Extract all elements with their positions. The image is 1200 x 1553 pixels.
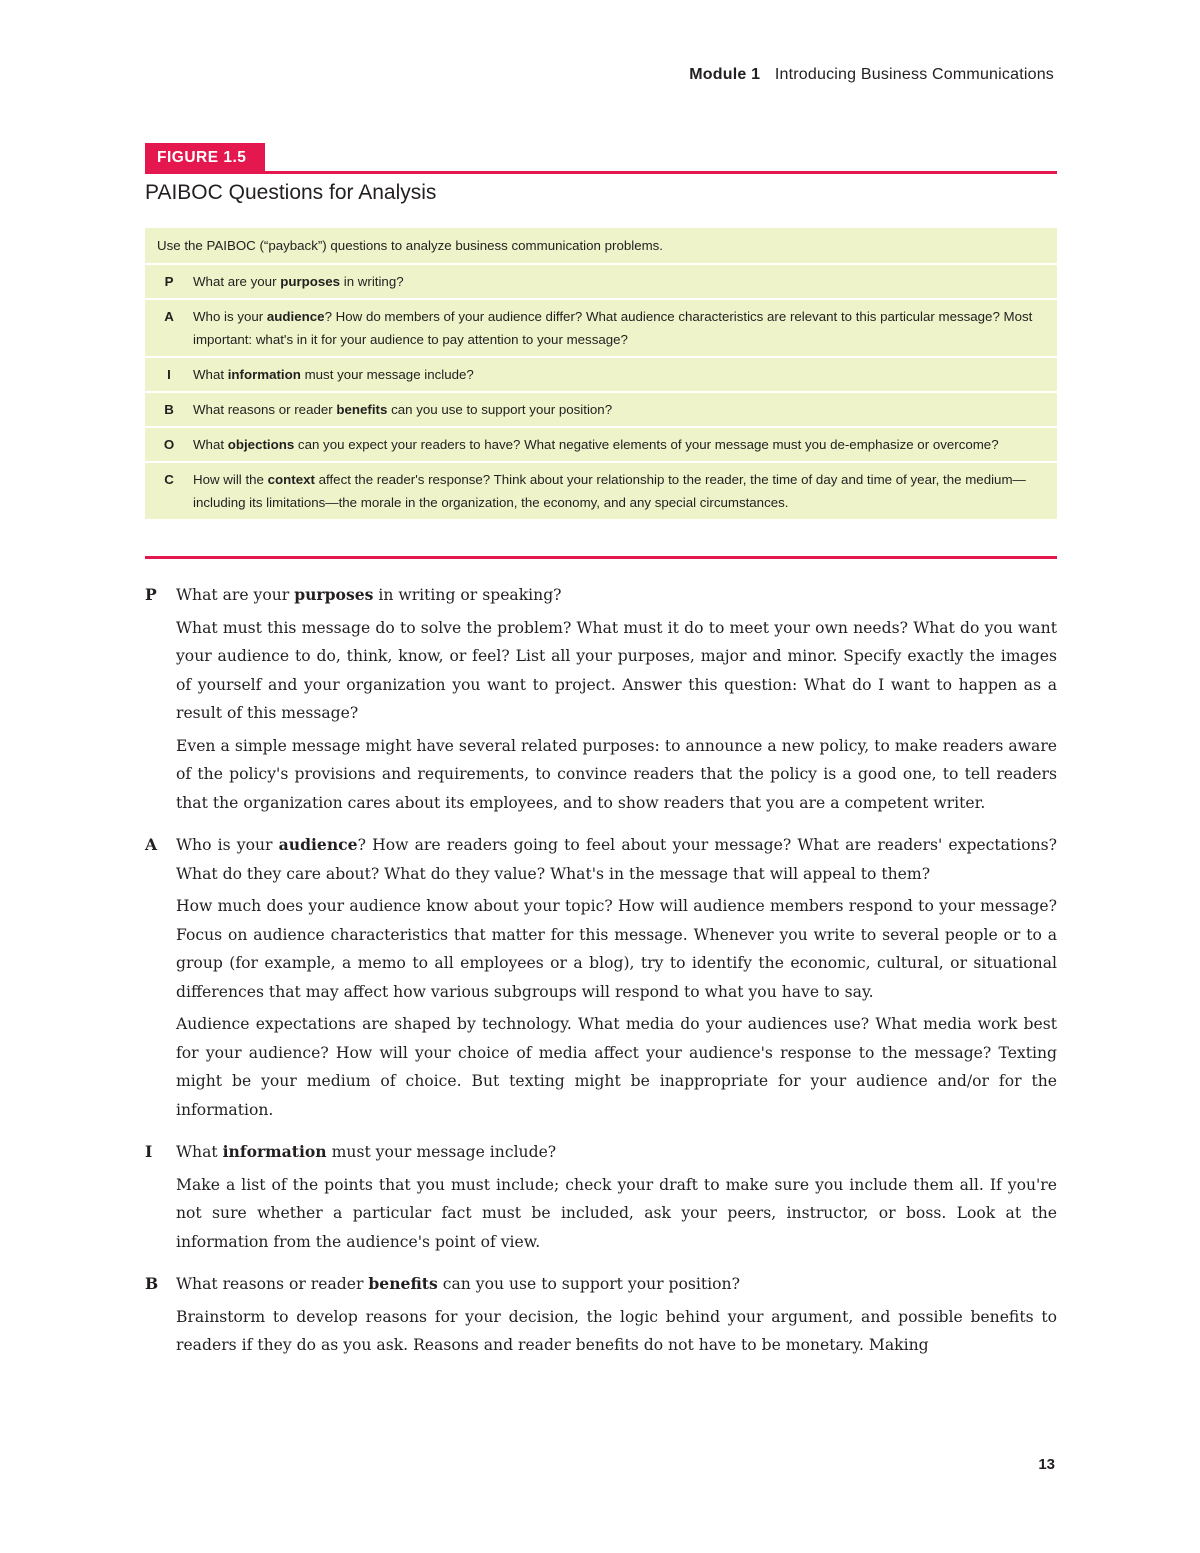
row-text: What reasons or reader benefits can you use to support your position?	[193, 402, 613, 417]
question-keyword: information	[222, 1142, 327, 1161]
question-a	[145, 831, 1057, 888]
figure-title: PAIBOC Questions for Analysis	[145, 181, 437, 204]
row-keyword: purposes	[280, 274, 341, 289]
figure-table	[145, 228, 1057, 519]
row-letter: P	[164, 274, 174, 289]
row-keyword: audience	[266, 309, 325, 324]
figure-row-p	[145, 265, 1057, 300]
paragraph: Brainstorm to develop reasons for your decision, the logic behind your argument, and possible benefits to readers if they do as you ask. Reasons and reader benefits do not have to be monetary. Making	[176, 1307, 1057, 1354]
row-text: How will the context affect the reader's response? Think about your relationship to the reader, the time of day and time of year, the medium—including its limitations—the morale in the organization, the economy, and any special circumstances.	[193, 472, 1026, 510]
paragraph: Audience expectations are shaped by technology. What media do your audiences use? What media work best for your audience? How will your choice of media affect your audience's response to the message? Texting might be your medium of choice. But texting might be inappropriate for your audience and/or for the information.	[176, 1015, 1057, 1119]
row-text: What are your purposes in writing?	[193, 274, 404, 289]
row-text: Who is your audience? How do members of your audience differ? What audience characteristics are relevant to this particular message? Most important: what's in it for your audience to pay attention to your message?	[193, 309, 1033, 347]
row-keyword: benefits	[336, 402, 388, 417]
question-text: What reasons or reader benefits can you use to support your position?	[176, 1274, 740, 1293]
row-letter: I	[167, 367, 171, 382]
paragraph: What must this message do to solve the problem? What must it do to meet your own needs? What do you want your audience to do, think, know, or feel? List all your purposes, major and minor. Specify exactly the images of yourself and your organization you want to project. Answer this question: What do I want to happen as a result of this message?	[176, 618, 1057, 722]
row-letter: A	[164, 309, 174, 324]
page-number: 13	[1038, 1456, 1055, 1473]
module-title: Introducing Business Communications	[774, 66, 1054, 83]
paragraph: Even a simple message might have several related purposes: to announce a new policy, to make readers aware of the policy's provisions and requirements, to convince readers that the policy is a good one, to tell readers that the organization cares about its employees, and to show readers that you are a competent writer.	[176, 736, 1057, 812]
figure-label: FIGURE 1.5	[145, 143, 265, 173]
figure-top-rule	[145, 171, 1057, 174]
row-keyword: objections	[227, 437, 295, 452]
row-text: What information must your message include?	[193, 367, 474, 382]
paragraph: Make a list of the points that you must include; check your draft to make sure you include them all. If you're not sure whether a particular fact must be included, ask your peers, instructor, or boss. Look at the information from the audience's point of view.	[176, 1175, 1057, 1251]
row-keyword: context	[267, 472, 315, 487]
module-label: Module 1	[689, 66, 761, 83]
question-text: Who is your audience? How are readers going to feel about your message? What are readers' expectations? What do they care about? What do they value? What's in the message that will appeal to them?	[176, 835, 1057, 883]
figure-row-b	[145, 393, 1057, 428]
question-keyword: purposes	[294, 585, 374, 604]
body-text	[145, 581, 1057, 1360]
question-i	[145, 1138, 1057, 1167]
figure-row-a	[145, 300, 1057, 358]
figure-row-i	[145, 358, 1057, 393]
question-text: What are your purposes in writing or speaking?	[176, 585, 562, 604]
question-p	[145, 581, 1057, 610]
question-text: What information must your message include?	[176, 1142, 557, 1161]
figure-row-o	[145, 428, 1057, 463]
question-letter: B	[145, 1274, 159, 1293]
question-keyword: benefits	[368, 1274, 438, 1293]
figure-intro: Use the PAIBOC (“payback”) questions to analyze business communication problems.	[145, 228, 1057, 265]
question-b	[145, 1270, 1057, 1299]
question-keyword: audience	[278, 835, 358, 854]
running-head	[689, 66, 1054, 84]
question-letter: P	[145, 585, 157, 604]
figure-bottom-rule	[145, 556, 1057, 559]
question-letter: I	[145, 1142, 153, 1161]
row-letter: C	[164, 472, 174, 487]
row-text: What objections can you expect your readers to have? What negative elements of your message must you de-emphasize or overcome?	[193, 437, 999, 452]
figure-row-c	[145, 463, 1057, 519]
row-letter: B	[164, 402, 174, 417]
row-letter: O	[163, 437, 175, 452]
question-letter: A	[145, 835, 158, 854]
paragraph: How much does your audience know about your topic? How will audience members respond to your message? Focus on audience characteristics that matter for this message. Whenever you write to several people or to a group (for example, a memo to all employees or a blog), try to identify the economic, cultural, or situational differences that may affect how various subgroups will respond to what you have to say.	[176, 897, 1057, 1001]
row-keyword: information	[227, 367, 301, 382]
